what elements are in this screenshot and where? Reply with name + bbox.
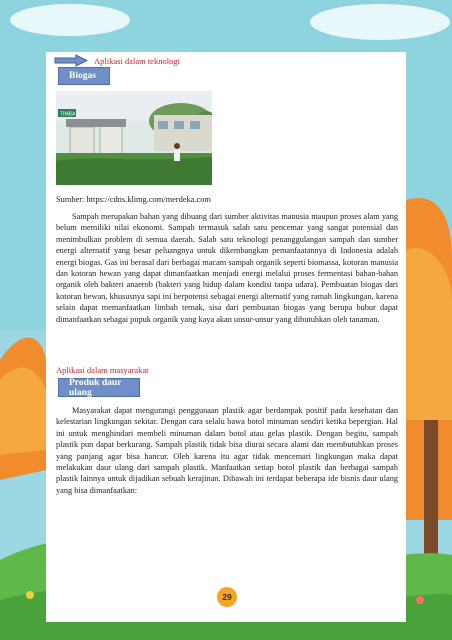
arrow-icon (54, 54, 88, 67)
biogas-photo (56, 91, 212, 185)
tag-produk-daur-ulang: Produk daur ulang (58, 378, 140, 397)
section2-link[interactable]: Aplikasi dalam masyarakat (56, 365, 149, 375)
photo-caption: Sumber: https://cdns.klimg.com/merdeka.com (56, 195, 211, 204)
tag-biogas: Biogas (58, 67, 110, 85)
header-link[interactable]: Aplikasi dalam teknologi (94, 56, 180, 66)
page-number: 29 (217, 587, 237, 607)
paragraph-biogas: Sampah merupakan bahan yang dibuang dari sumber aktivitas manusia maupun proses alam yang belum memiliki nilai ekonomi. Sampah termasuk salah satu pencemar yang sangat potensial dan menimbulkan problem di semua daerah. Salah satu teknologi penanggulangan sampah dan sumber energi alternatif yang besar peluangnya untuk dikembangkan pemanfaatannya di Indonesia adalah energi biogas. Gas ini berasal dari berbagai macam sampah organik seperti biomassa, kotoran manusia dan kotoran hewan yang dapat dimanfaatkan menjadi energi melalui proses fermentasi bahan-bahan organik oleh bakteri anaerob (bakteri yang hidup dalam kondisi tanpa udara). Pembuatan biogas dari kotoran hewan, khususnya sapi ini berpotensi sebagai energi alternatif yang ramah lingkungan, karena selain dapat memanfaatkan limbah ternak, sisa dari pembuatan biogas yang berupa bubur dapat dimanfaatkan sebagai pupuk organik yang kaya akan unsur-unsur yang dibutuhkan oleh tanaman. (56, 212, 398, 324)
paragraph-daur-ulang: Masyarakat dapat mengurangi penggunaan plastik agar berdampak positif pada kesehatan dan kelestarian lingkungan sekitar. Dengan cara selalu bawa botol minuman sendiri ketika bepergian. Hal ini untuk menghindari membeli minuman dalam botol atau gelas plastik. Dengan begitu, sampah plastik pun dapat berkurang. Sampah plastik tidak bisa diurai secara alami dan membutuhkan proses yang panjang agar bisa hancur. Oleh karena itu agar tidak mencemari lingkungan maka dapat melakukan daur ulang dari sampah plastik. Manfaatkan setiap botol plastik dan berbagai sampah plastik lainnya untuk dijadikan sebuah kerajinan. Dibawah ini terdapat beberapa ide bisnis daur ulang yang bisa dimanfaatkan: (56, 406, 398, 495)
photo-sign-text: TIMBA (60, 111, 76, 118)
